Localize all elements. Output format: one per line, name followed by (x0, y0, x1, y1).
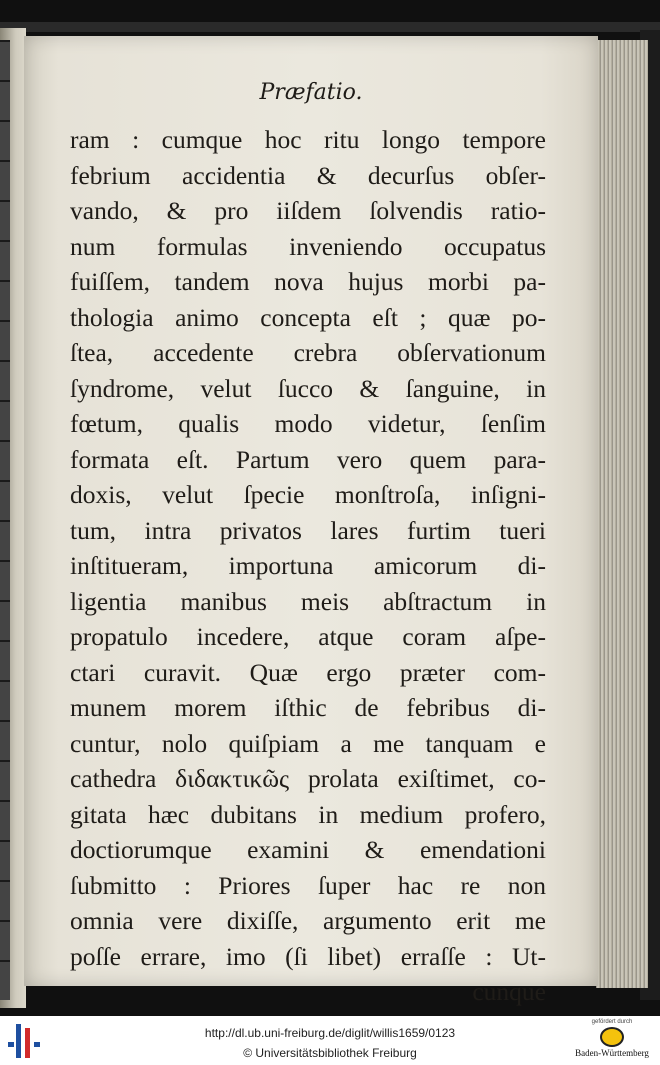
text-line: num formulas inveniendo occupatus (70, 231, 546, 261)
text-line: fœtum, qualis modo videtur, ſenſim (70, 409, 546, 438)
copyright-notice: © Universitätsbibliothek Freiburg (243, 1046, 417, 1060)
sponsor-label: gefördert durch (591, 1019, 633, 1025)
text-line: inſtitueram, importuna amicorum di- (70, 551, 546, 580)
text-line: omnia vere dixiſſe, argumento erit me (70, 906, 546, 935)
text-line: fuiſſem, tandem nova hujus morbi pa- (70, 267, 546, 296)
binding-ruler (0, 40, 10, 1000)
running-header: Præfatio. (259, 80, 363, 105)
page-fore-edge (596, 40, 648, 988)
text-line: doctiorumque examini & emendationi (70, 835, 546, 864)
sponsor-badge[interactable] (568, 1019, 656, 1065)
sponsor-name: Baden-Württemberg (575, 1048, 649, 1058)
text-line: cathedra διδακτικῶς prolata exiſtimet, co- (70, 764, 546, 793)
text-line: propatulo incedere, atque coram aſpe- (70, 622, 546, 651)
text-line: febrium accidentia & decurſus obſer- (70, 160, 546, 190)
permalink-url[interactable]: http://dl.ub.uni-freiburg.de/diglit/willis1659/0123 (204, 1026, 456, 1040)
text-line: ſtea, accedente crebra obſervationum (70, 338, 546, 367)
text-line: poſſe errare, imo (ſi libet) erraſſe : Ut- (70, 941, 546, 971)
text-line: formata eſt. Partum vero quem para- (70, 444, 546, 474)
text-line: ſyndrome, velut ſucco & ſanguine, in (70, 373, 546, 403)
text-line: vando, & pro iiſdem ſolvendis ratio- (70, 196, 546, 225)
text-line: ligentia manibus meis abſtractum in (70, 586, 546, 616)
text-line: munem morem iſthic de febribus di- (70, 693, 546, 722)
text-line: ctari curavit. Quæ ergo præter com- (70, 657, 546, 687)
book-top-edge (0, 22, 660, 32)
text-line: ſubmitto : Priores ſuper hac re non (70, 870, 546, 900)
text-line: cuntur, nolo quiſpiam a me tanquam e (70, 728, 546, 758)
text-line: tum, intra privatos lares furtim tueri (70, 515, 546, 545)
text-line: doxis, velut ſpecie monſtroſa, inſigni- (70, 480, 546, 509)
catchword: cunque (472, 977, 546, 1006)
text-line: ram : cumque hoc ritu longo tempore (70, 125, 546, 154)
book-page (24, 36, 598, 1006)
text-line: gitata hæc dubitans in medium profero, (70, 799, 546, 829)
state-coat-of-arms-icon (600, 1027, 624, 1047)
footer-bar (0, 1016, 660, 1065)
page-text (70, 122, 546, 1010)
text-line: thologia animo concepta eſt ; quæ po- (70, 302, 546, 332)
